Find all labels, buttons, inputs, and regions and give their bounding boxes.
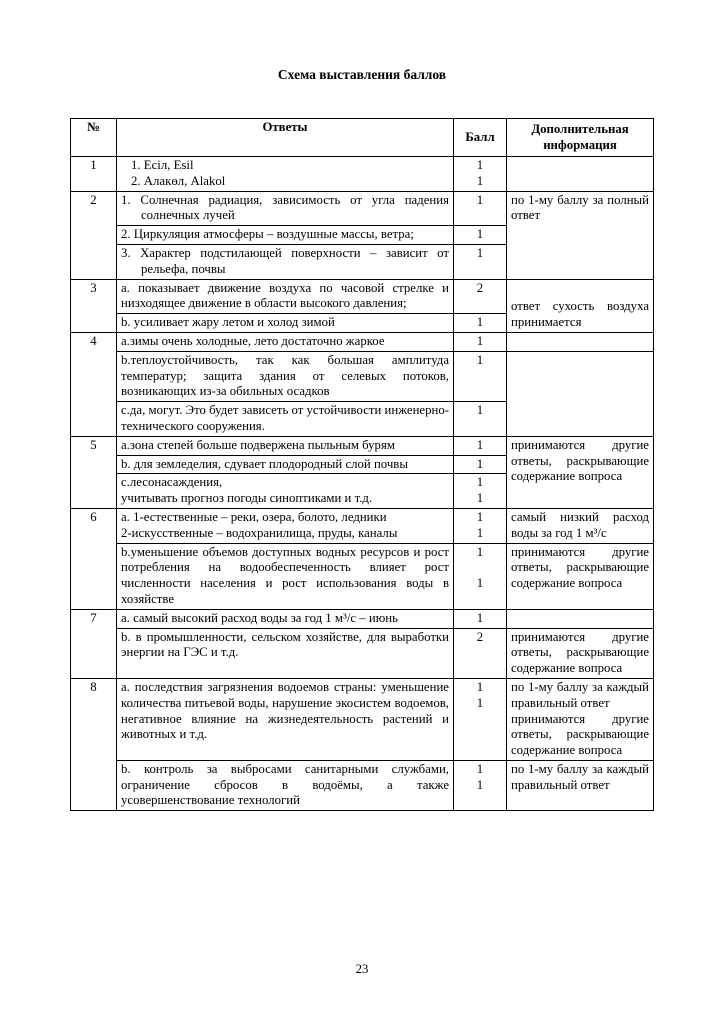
- table-row: [71, 508, 654, 543]
- table-row: [71, 760, 654, 810]
- answer-line: 2-искусственные – водохранилища, пруды, каналы: [121, 525, 398, 540]
- score-value: 1: [476, 544, 484, 559]
- table-row: [71, 191, 654, 226]
- header-score: Балл: [454, 119, 507, 157]
- table-row: [71, 628, 654, 678]
- score-value: 1: [454, 436, 507, 455]
- score-cell: [454, 157, 507, 192]
- score-value: 1: [454, 191, 507, 226]
- answer-cell: [117, 191, 454, 226]
- row-num: 1: [71, 157, 117, 192]
- answer-cell: b. контроль за выбросами санитарными службами, ограничение сбросов в водоёмы, а также усовершенствование технологий: [117, 760, 454, 810]
- answer-cell: [117, 244, 454, 279]
- page-number: 23: [355, 962, 369, 976]
- answer-text: 1. Солнечная радиация, зависимость от угла падения солнечных лучей: [121, 192, 449, 223]
- answer-cell: [117, 474, 454, 509]
- info-cell: [507, 351, 654, 436]
- score-value: 1: [454, 332, 507, 351]
- info-cell: [507, 332, 654, 351]
- score-cell: [454, 543, 507, 609]
- info-cell: по 1-му баллу за полный ответ: [507, 191, 654, 279]
- info-cell: по 1-му баллу за каждый правильный ответ: [507, 760, 654, 810]
- page-title: Схема выставления баллов: [277, 67, 447, 82]
- answer-cell: a. последствия загрязнения водоемов страны: уменьшение количества питьевой воды, нарушение экосистем водоемов, негативное влияние на жизнедеятельность растений и животных и т.д.: [117, 678, 454, 760]
- answer-cell: [117, 508, 454, 543]
- table-row: [71, 157, 654, 192]
- header-num: №: [71, 119, 117, 157]
- row-num: 8: [71, 678, 117, 810]
- score-value: 1: [476, 509, 484, 524]
- table-row: [71, 436, 654, 455]
- score-value: 1: [454, 351, 507, 401]
- info-cell: принимаются другие ответы, раскрывающие содержание вопроса: [507, 436, 654, 508]
- answer-line: a. 1-естественные – реки, озера, болото, ледники: [121, 509, 387, 524]
- score-value: 1: [454, 244, 507, 279]
- table-row: [71, 678, 654, 760]
- header-answers: Ответы: [117, 119, 454, 157]
- answer-line: 2. Алакөл, Alakol: [131, 173, 226, 188]
- answer-line: 1. Есіл, Esil: [131, 158, 194, 172]
- info-text: принимаются другие ответы, раскрывающие содержание вопроса: [511, 711, 649, 758]
- score-value: 1: [476, 679, 484, 694]
- score-value: 1: [454, 314, 507, 333]
- score-value: 2: [454, 279, 507, 314]
- row-num: 5: [71, 436, 117, 508]
- info-cell: [507, 678, 654, 760]
- score-cell: [454, 760, 507, 810]
- info-cell: [507, 279, 654, 332]
- score-value: 1: [454, 226, 507, 245]
- score-value: 1: [454, 402, 507, 437]
- score-value: 1: [476, 761, 484, 776]
- score-value: 1: [476, 491, 484, 506]
- score-value: 1: [476, 695, 484, 710]
- answer-text: 3. Характер подстилающей поверхности – зависит от рельефа, почвы: [121, 245, 449, 276]
- answer-cell: b.теплоустойчивость, так как большая амплитуда температур; защита здания от селевых потоков, возникающих из-за обильных осадков: [117, 351, 454, 401]
- answer-cell: c.да, могут. Это будет зависеть от устойчивости инженерно-технического сооружения.: [117, 402, 454, 437]
- answer-cell: a.зона степей больше подвержена пыльным бурям: [117, 436, 454, 455]
- answer-cell: b. в промышленности, сельском хозяйстве, для выработки энергии на ГЭС и т.д.: [117, 628, 454, 678]
- score-value: 1: [476, 475, 484, 490]
- score-cell: [454, 678, 507, 760]
- info-cell: [507, 157, 654, 192]
- row-num: 6: [71, 508, 117, 609]
- answer-cell: a.зимы очень холодные, лето достаточно жаркое: [117, 332, 454, 351]
- score-value: 1: [454, 609, 507, 628]
- score-cell: [454, 508, 507, 543]
- info-text: по 1-му баллу за каждый правильный ответ: [511, 679, 649, 710]
- row-num: 3: [71, 279, 117, 332]
- answer-cell: b.уменьшение объемов доступных водных ресурсов и рост потребления на водообеспеченность влияет рост численности населения и рост использования воды в хозяйстве: [117, 543, 454, 609]
- score-value: 1: [476, 525, 484, 540]
- answer-cell: [117, 226, 454, 245]
- table-row: [71, 332, 654, 351]
- table-row: [71, 279, 654, 314]
- answer-cell: a. показывает движение воздуха по часовой стрелке и низходящее движение в области высокого давления;: [117, 279, 454, 314]
- row-num: 2: [71, 191, 117, 279]
- answer-cell: b. усиливает жару летом и холод зимой: [117, 314, 454, 333]
- score-value: 1: [476, 158, 484, 172]
- answer-cell: [117, 157, 454, 192]
- score-value: 1: [476, 576, 484, 591]
- info-cell: принимаются другие ответы, раскрывающие содержание вопроса: [507, 543, 654, 609]
- table-row: [71, 351, 654, 401]
- table-row: [71, 543, 654, 609]
- info-cell: самый низкий расход воды за год 1 м³/с: [507, 508, 654, 543]
- answer-text: 2. Циркуляция атмосферы – воздушные массы, ветра;: [121, 227, 414, 242]
- score-value: 1: [476, 777, 484, 792]
- score-value: 1: [476, 173, 484, 188]
- header-info: Дополнительная информация: [507, 119, 654, 157]
- row-num: 4: [71, 332, 117, 436]
- info-cell: принимаются другие ответы, раскрывающие содержание вопроса: [507, 628, 654, 678]
- table-header-row: [71, 119, 654, 157]
- answer-line: c.лесонасаждения,: [121, 475, 223, 490]
- answer-cell: b. для земледелия, сдувает плодородный слой почвы: [117, 455, 454, 474]
- info-cell: [507, 609, 654, 628]
- answer-line: учитывать прогноз погоды синоптиками и т.д.: [121, 491, 373, 506]
- scoring-table: [70, 118, 654, 811]
- score-value: 2: [454, 628, 507, 678]
- score-value: 1: [454, 455, 507, 474]
- answer-cell: a. самый высокий расход воды за год 1 м³/с – июнь: [117, 609, 454, 628]
- row-num: 7: [71, 609, 117, 678]
- table-row: [71, 609, 654, 628]
- info-text: ответ сухость воздуха принимается: [511, 299, 649, 330]
- score-cell: [454, 474, 507, 509]
